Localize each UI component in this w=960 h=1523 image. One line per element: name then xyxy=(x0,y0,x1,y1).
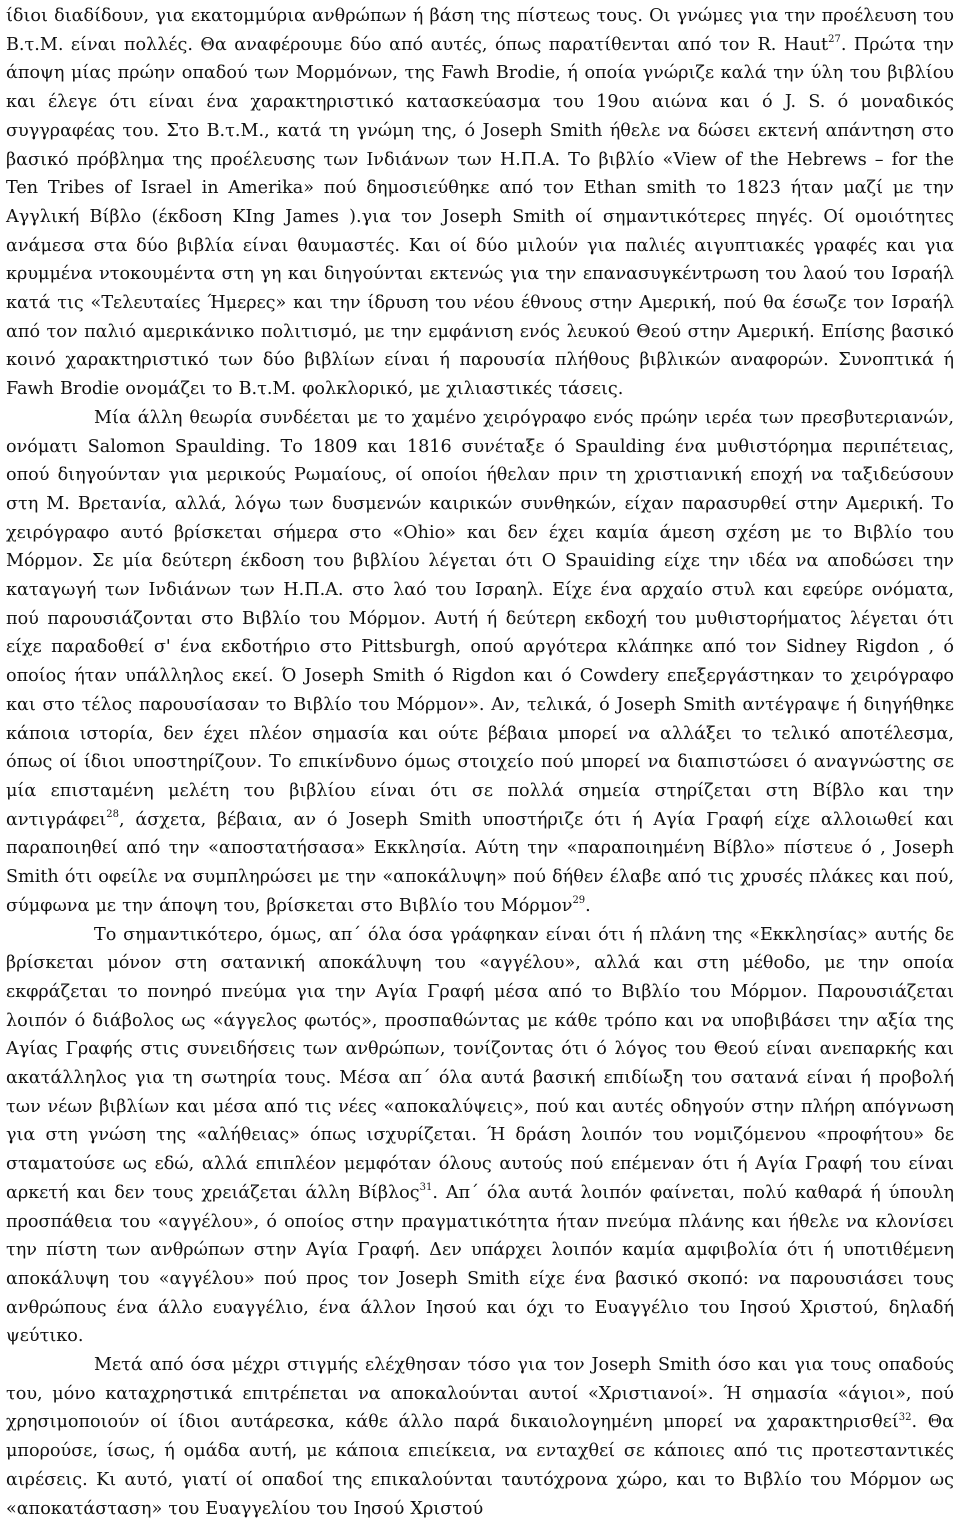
footnote-marker: 28 xyxy=(106,808,120,820)
footnote-marker: 31 xyxy=(419,1181,433,1193)
text-segment: Μετά από όσα μέχρι στιγμής ελέχθησαν τόσο για τον Joseph Smith όσο και για τους οπαδούς του, μόνο καταχρηστικά επιτρέπεται να αποκαλούνται αυτοί «Χριστιανοί». Ή σημασία «άγιοι», πού χρησιμοποιούν οί ίδιοι αυτάρεσκα, κάθε άλλο παρά δικαιολογημένη μπορεί να χαρακτηρισθεί xyxy=(6,1355,954,1433)
text-segment: . Πρώτα την άποψη μίας πρώην οπαδού των Μορμόνων, της Fawh Brodie, ή οποία γνώριζε καλά την ύλη του βιβλίου και έλεγε ότι είναι ένα χαρακτηριστικό κατασκεύασμα του 19ου αιώνα και ό J. S. ό μοναδικός συγγραφέας του. Στο Β.τ.Μ., κατά τη γνώμη της, ό Joseph Smith ήθελε να δώσει εκτενή απάντηση στο βασικό πρόβλημα της προέλευσης των Ινδιάνων των Η.Π.Α. Το βιβλίο «View of the Hebrews – for the Ten Tribes of Israel in Amerika» πού δημοσιεύθηκε από τον Ethan smith το 1823 ήταν μαζί με την Αγγλική Βίβλο (έκδοση KIng James ).για τον Joseph Smith οί σημαντικότερες πηγές. Οί ομοιότητες ανάμεσα στα δύο βιβλία είναι θαυμαστές. Και οί δύο μιλούν για παλιές αιγυπτιακές γραφές και για κρυμμένα ντοκουμέντα στη γη και διηγούνται εκτενώς για την επανασυγκέντρωση του λαού του Ισραήλ κατά τις «Τελευταίες Ήμερες» και την ίδρυση του νέου έθνους στην Αμερική, πού θα έσωζε τον Ισραήλ από τον παλιό αμερικάνικο πολιτισμό, με την εμφάνιση ενός λευκού Θεού στην Αμερική. Επίσης βασικό κοινό χαρακτηριστικό των δύο βιβλίων είναι ή παρουσία πλήθους βιβλικών αναφορών. Συνοπτικά ή Fawh Brodie ονομάζει το Β.τ.Μ. φολκλορικό, με χιλιαστικές τάσεις. xyxy=(6,34,954,400)
paragraph-2 xyxy=(6,404,954,921)
text-segment: . Θα μπορούσε, ίσως, ή ομάδα αυτή, με κάποια επιείκεια, να ενταχθεί σε κάποιες από τις προτεσταντικές αιρέσεις. Κι αυτό, γιατί οί οπαδοί της επικαλούνται ταυτόχρονα χώρο, και το Βιβλίο του Μόρμον ως «αποκατάσταση» του Ευαγγελίου του Ιησού Χριστού xyxy=(6,1412,954,1519)
footnote-marker: 27 xyxy=(828,33,841,45)
text-segment: Μία άλλη θεωρία συνδέεται με το χαμένο χειρόγραφο ενός πρώην ιερέα των πρεσβυτεριανών, ονόματι Salomon Spaulding. Το 1809 και 1816 συνέταξε ό Spaulding ένα μυθιστόρημα περιπέτειας, οπού διηγούνταν για μερικούς Ρωμαίους, οί οποίοι ήθελαν πριν τη χριστιανική εποχή να ταξιδεύσουν στη Μ. Βρετανία, αλλά, λόγω των δυσμενών καιρικών συνθηκών, είχαν παρασυρθεί στην Αμερική. Το χειρόγραφο αυτό βρίσκεται σήμερα στο «Ohio» και δεν έχει καμία άμεση σχέση με το Βιβλίο του Μόρμον. Σε μία δεύτερη έκδοση του βιβλίου λέγεται ότι Ο Spauiding είχε την ιδέα να αποδώσει την καταγωγή των Ινδιάνων των Η.Π.Α. στο λαό του Ισραηλ. Είχε ένα αρχαίο στυλ και εφεύρε ονόματα, πού παρουσιάζονται στο Βιβλίο του Μόρμον. Αυτή ή δεύτερη εκδοχή του μυθιστορήματος λέγεται ότι είχε παραδοθεί σ' ένα εκδοτήριο στο Pittsburgh, οπού αργότερα κλάπηκε από τον Sidney Rigdon , ό οποίος ήταν υπάλληλος εκεί. Ό Joseph Smith ό Rigdon και ό Cowdery επεξεργάστηκαν το χειρόγραφο και στο τέλος παρουσίασαν το Βιβλίο του Μόρμον». Αν, τελικά, ό Joseph Smith αντέγραψε ή διηγήθηκε κάποια ιστορία, δεν έχει πλέον σημασία και ούτε βέβαια μπορεί να αλλάξει το τελικό αποτέλεσμα, όπως οί ίδιοι υποστηρίζουν. Το επικίνδυνο όμως στοιχείο πού μπορεί να διαπιστώσει ό αναγνώστης σε μία επισταμένη μελέτη του βιβλίου είναι ότι σε πολλά σημεία στηρίζεται στη Βίβλο και την αντιγράφει xyxy=(6,407,954,830)
text-segment: Το σημαντικότερο, όμως, απ΄ όλα όσα γράφηκαν είναι ότι ή πλάνη της «Εκκλησίας» αυτής δε βρίσκεται μόνον στη σατανική αποκάλυψη του «αγγέλου», αλλά και στη μέθοδο, με την οποία εκφράζεται το πονηρό πνεύμα για την Αγία Γραφή μέσα από το Βιβλίο του Μόρμον. Παρουσιάζεται λοιπόν ό διάβολος ως «άγγελος φωτός», προσπαθώντας με κάθε τρόπο και να υποβιβάσει την αξία της Αγίας Γραφής στις συνειδήσεις των ανθρώπων, τονίζοντας ότι ό λόγος του Θεού είναι ανεπαρκής και ακατάλληλος για τη σωτηρία τους. Μέσα απ΄ όλα αυτά βασική επιδίωξη του σατανά είναι ή προβολή των νέων βιβλίων και μέσα από τις νέες «αποκαλύψεις», πού και αυτές οδηγούν στην πλήρη απόγνωση για στη γνώση της «αλήθειας» όπως ισχυρίζεται. Ή δράση λοιπόν του νομιζόμενου «προφήτου» δε σταματούσε ως εδώ, αλλά επιπλέον μεμφόταν όλους αυτούς πού επέμεναν ότι ή Αγία Γραφή του είναι αρκετή και δεν τους χρειάζεται άλλη Βίβλος xyxy=(6,924,954,1203)
footnote-marker: 32 xyxy=(898,1411,912,1423)
text-segment: , άσχετα, βέβαια, αν ό Joseph Smith υποστήριζε ότι ή Αγία Γραφή είχε αλλοιωθεί και παραποιηθεί από την «αποστατήσασα» Εκκλησία. Αύτη την «παραποιημένη Βίβλο» πίστευε ό , Joseph Smith ότι οφείλε να συμπληρώσει με την «αποκάλυψη» πού δήθεν έλαβε από τις χρυσές πλάκες και πού, σύμφωνα με την άποψη του, βρίσκεται στο Βιβλίο του Μόρμον xyxy=(6,809,954,916)
text-segment: . xyxy=(585,895,591,916)
paragraph-3 xyxy=(6,921,954,1352)
footnote-marker: 29 xyxy=(572,894,586,906)
paragraph-4 xyxy=(6,1351,954,1523)
paragraph-1 xyxy=(6,2,954,404)
text-segment: ίδιοι διαδίδουν, για εκατομμύρια ανθρώπων ή βάση της πίστεως τους. Οι γνώμες για την προέλευση του Β.τ.Μ. είναι πολλές. Θα αναφέρουμε δύο από αυτές, όπως παρατίθενται από τον R. Haut xyxy=(6,6,954,55)
text-segment: . Απ΄ όλα αυτά λοιπόν φαίνεται, πολύ καθαρά ή ύπουλη προσπάθεια του «αγγέλου», ό οποίος στην πραγματικότητα ήταν πνεύμα πλάνης και ήθελε να κλονίσει την πίστη των ανθρώπων στην Αγία Γραφή. Δεν υπάρχει λοιπόν καμία αμφιβολία ότι ή υποτιθέμενη αποκάλυψη του «αγγέλου» πού προς τον Joseph Smith είχε ένα βασικό σκοπό: να παρουσιάσει τους ανθρώπους ένα άλλο ευαγγέλιο, ένα άλλον Ιησού και όχι το Ευαγγέλιο του Ιησού Χριστού, δηλαδή ψεύτικο. xyxy=(6,1182,954,1347)
